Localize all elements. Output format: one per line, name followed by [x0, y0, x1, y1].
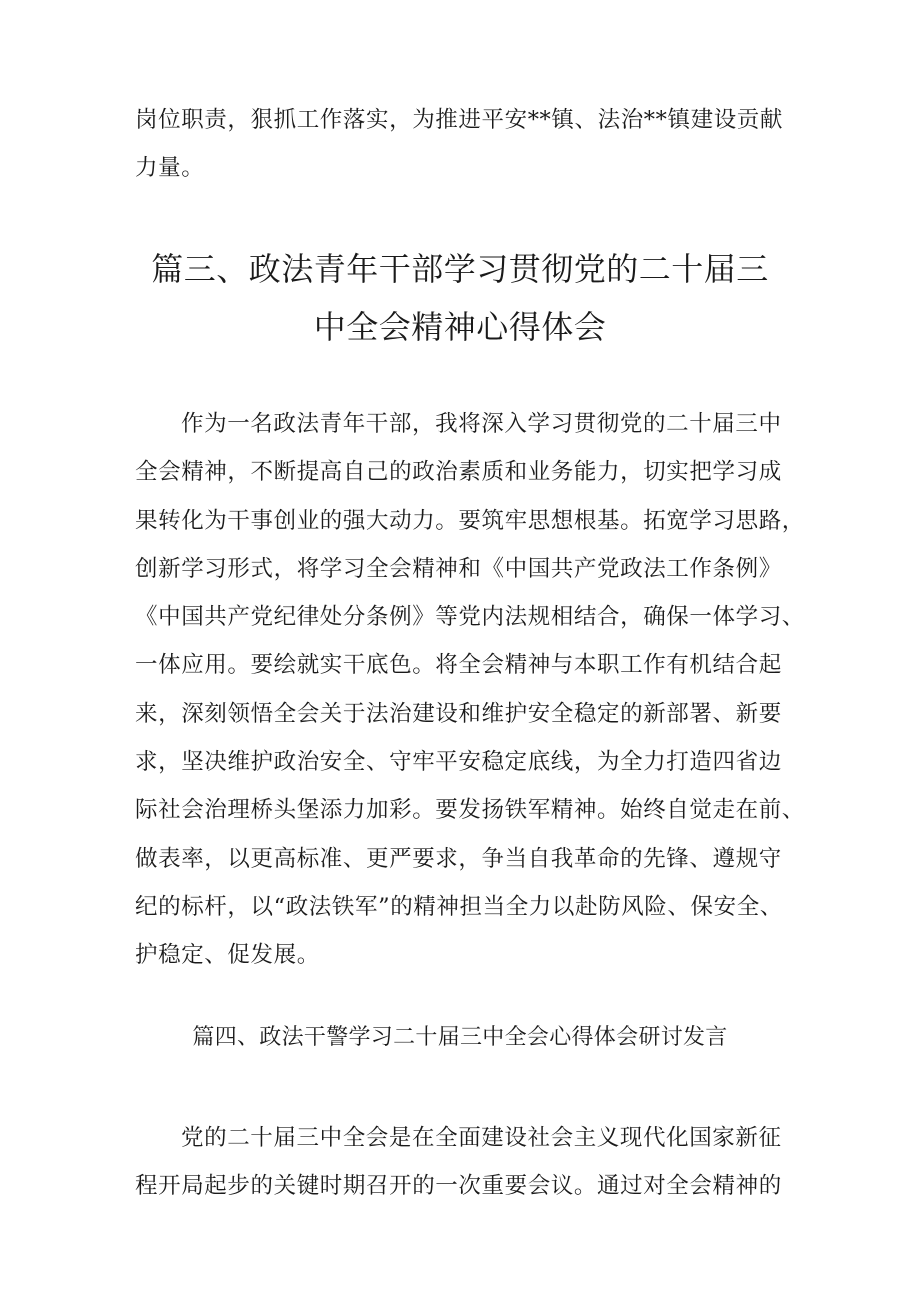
section-three-line-12: 护稳定、促发展。 [135, 942, 320, 969]
section-three-line-5: 《中国共产党纪律处分条例》等党内法规相结合，确保一体学习、 [135, 604, 805, 631]
section-three-line-9: 际社会治理桥头堡添力加彩。要发扬铁军精神。始终自觉走在前、 [135, 797, 805, 824]
section-three-line-11: 纪的标杆，以“政法铁军”的精神担当全力以赴防风险、保安全、 [135, 893, 783, 920]
section-three-title-line-2: 中全会精神心得体会 [313, 308, 607, 346]
section-three-line-1: 作为一名政法青年干部，我将深入学习贯彻党的二十届三中 [181, 411, 782, 437]
section-three-line-8: 求，坚决维护政治安全、守牢平安稳定底线，为全力打造四省边 [135, 749, 782, 776]
section-four-line-2: 程开局起步的关键时期召开的一次重要会议。通过对全会精神的 [135, 1173, 782, 1200]
section-three-line-2: 全会精神，不断提高自己的政治素质和业务能力，切实把学习成 [135, 459, 782, 486]
section-three-paragraph [135, 400, 805, 980]
section-four-line-1: 党的二十届三中全会是在全面建设社会主义现代化国家新征 [181, 1125, 782, 1151]
section-three-title [100, 240, 820, 356]
intro-paragraph [135, 96, 795, 193]
section-three-line-6: 一体应用。要绘就实干底色。将全会精神与本职工作有机结合起 [135, 652, 782, 679]
section-four-paragraph [135, 1114, 795, 1211]
section-three-line-7: 来，深刻领悟全会关于法治建设和维护安全稳定的新部署、新要 [135, 700, 782, 727]
section-three-line-10: 做表率，以更高标准、更严要求，争当自我革命的先锋、遵规守 [135, 845, 782, 872]
intro-line-2: 力量。 [135, 155, 205, 182]
section-four-title: 篇四、政法干警学习二十届三中全会心得体会研讨发言 [192, 1025, 728, 1050]
intro-line-1: 岗位职责，狠抓工作落实，为推进平安**镇、法治**镇建设贡献 [135, 107, 784, 133]
section-three-line-4: 创新学习形式，将学习全会精神和《中国共产党政法工作条例》 [135, 555, 782, 582]
section-three-title-line-1: 篇三、政法青年干部学习贯彻党的二十届三 [151, 250, 769, 288]
section-three-line-3: 果转化为干事创业的强大动力。要筑牢思想根基。拓宽学习思路， [135, 507, 805, 534]
